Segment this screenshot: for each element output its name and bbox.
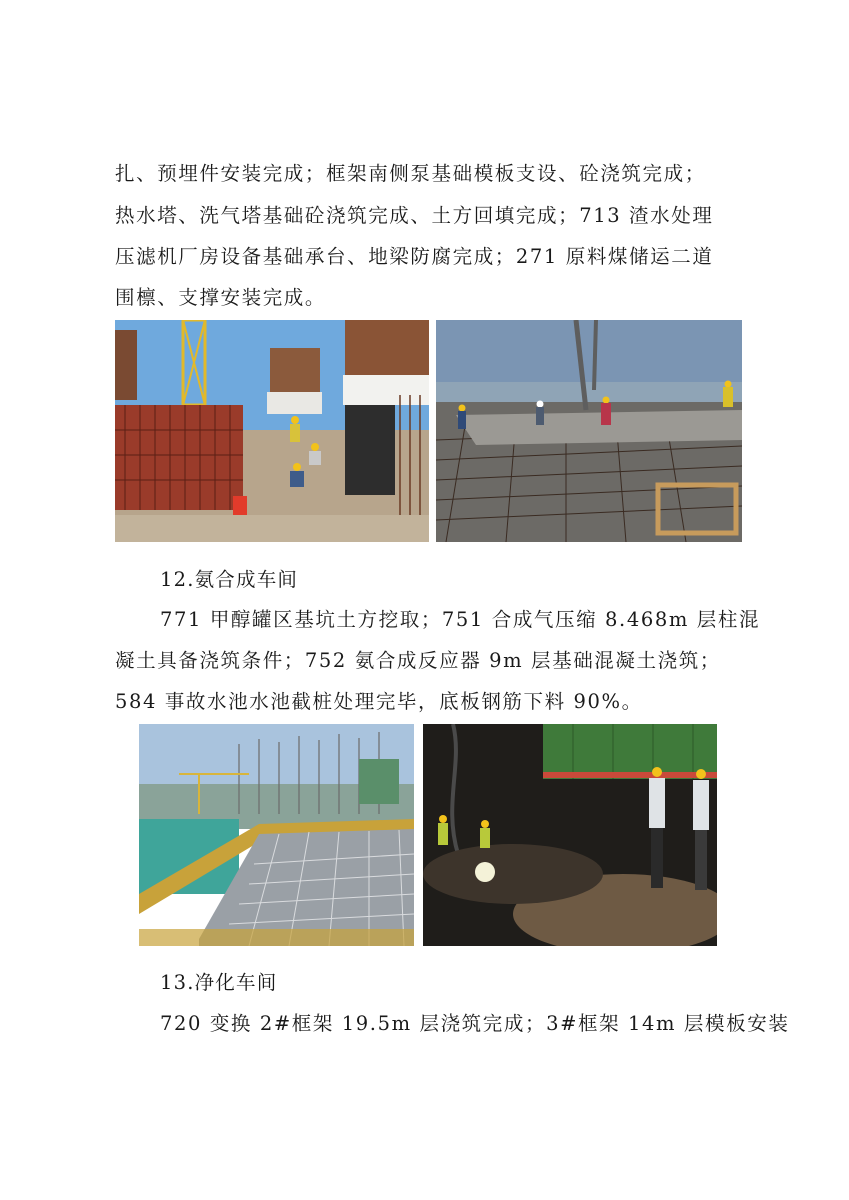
body-text-line: 热水塔、洗气塔基础砼浇筑完成、土方回填完成；713 渣水处理 <box>115 204 714 227</box>
photo-scaffold-frame <box>139 724 414 946</box>
body-text-line: 凝土具备浇筑条件；752 氨合成反应器 9m 层基础混凝土浇筑； <box>115 649 721 672</box>
body-text-line: 围檩、支撑安装完成。 <box>115 286 327 309</box>
body-text-line: 584 事故水池水池截桩处理完毕，底板钢筋下料 90%。 <box>115 690 643 713</box>
body-text-line: 扎、预埋件安装完成；框架南侧泵基础模板支设、砼浇筑完成； <box>115 162 706 185</box>
photo-slab-rebar-pour <box>436 320 742 542</box>
body-text-line: 压滤机厂房设备基础承台、地梁防腐完成；271 原料煤储运二道 <box>115 245 714 268</box>
section-heading: 13.净化车间 <box>160 971 278 994</box>
body-text-line: 771 甲醇罐区基坑土方挖取；751 合成气压缩 8.468m 层柱混 <box>160 608 761 631</box>
photo-rebar-formwork-site <box>115 320 429 542</box>
section-heading: 12.氨合成车间 <box>160 568 299 591</box>
photo-night-excavation <box>423 724 717 946</box>
body-text-line: 720 变换 2#框架 19.5m 层浇筑完成；3#框架 14m 层模板安装 <box>160 1012 790 1035</box>
